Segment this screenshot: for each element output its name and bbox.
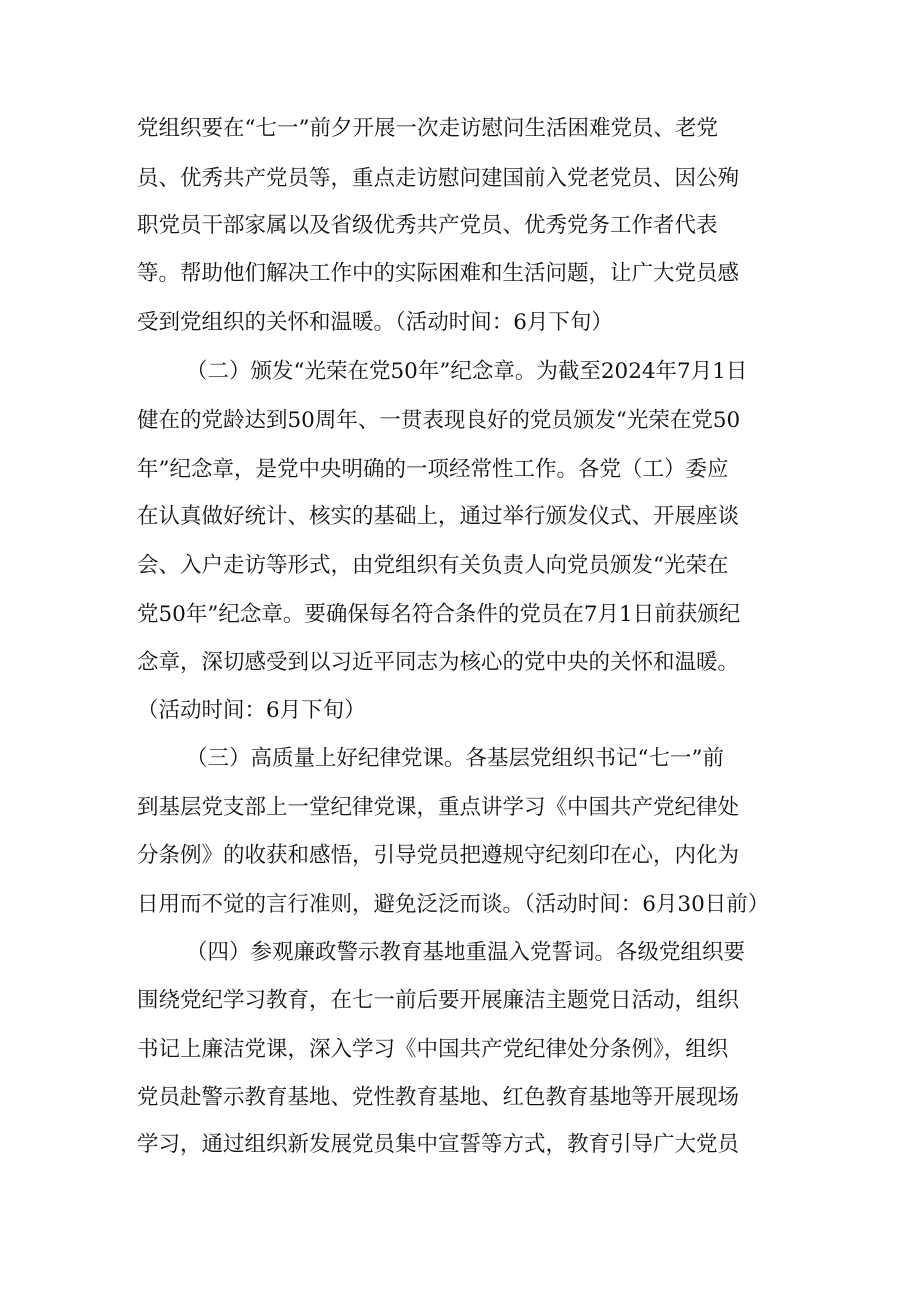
- text-line: 员、优秀共产党员等，重点走访慰问建国前入党老党员、因公殉: [137, 166, 740, 191]
- section-heading-2: （二）颁发“光荣在党50年”纪念章。为截至2024年7月1日: [186, 359, 748, 384]
- text-line: 受到党组织的关怀和温暖。（活动时间：6月下旬）: [137, 310, 613, 335]
- text-line: 党50年”纪念章。要确保每名符合条件的党员在7月1日前获颁纪: [137, 602, 741, 627]
- text-line: 职党员干部家属以及省级优秀共产党员、优秀党务工作者代表: [137, 213, 718, 238]
- text-line: 在认真做好统计、核实的基础上，通过举行颁发仪式、开展座谈: [137, 504, 740, 529]
- text-line: 念章，深切感受到以习近平同志为核心的党中央的关怀和温暖。: [137, 650, 740, 675]
- text-line: 会、入户走访等形式，由党组织有关负责人向党员颁发“光荣在: [137, 553, 729, 578]
- text-line: 党员赴警示教育基地、党性教育基地、红色教育基地等开展现场: [137, 1085, 740, 1110]
- section-heading-4: （四）参观廉政警示教育基地重温入党誓词。各级党组织要: [186, 940, 746, 965]
- text-line: （活动时间：6月下旬）: [137, 698, 366, 723]
- text-line: 党组织要在“七一”前夕开展一次走访慰问生活困难党员、老党: [137, 116, 718, 141]
- text-line: 到基层党支部上一堂纪律党课，重点讲学习《中国共产党纪律处: [137, 795, 740, 820]
- text-line: 分条例》的收获和感悟，引导党员把遵规守纪刻印在心，内化为: [137, 843, 740, 868]
- text-line: 书记上廉洁党课，深入学习《中国共产党纪律处分条例》，组织: [137, 1037, 729, 1062]
- text-line: 日用而不觉的言行准则，避免泛泛而谈。（活动时间：6月30日前）: [137, 892, 770, 917]
- text-line: 围绕党纪学习教育，在七一前后要开展廉洁主题党日活动，组织: [137, 988, 740, 1013]
- section-heading-3: （三）高质量上好纪律党课。各基层党组织书记“七一”前: [186, 746, 724, 771]
- text-line: 年”纪念章，是党中央明确的一项经常性工作。各党（工）委应: [137, 457, 729, 482]
- text-line: 等。帮助他们解决工作中的实际困难和生活问题，让广大党员感: [137, 261, 740, 286]
- text-line: 学习，通过组织新发展党员集中宣誓等方式，教育引导广大党员: [137, 1132, 740, 1157]
- text-line: 健在的党龄达到50周年、一贯表现良好的党员颁发“光荣在党50: [137, 408, 741, 433]
